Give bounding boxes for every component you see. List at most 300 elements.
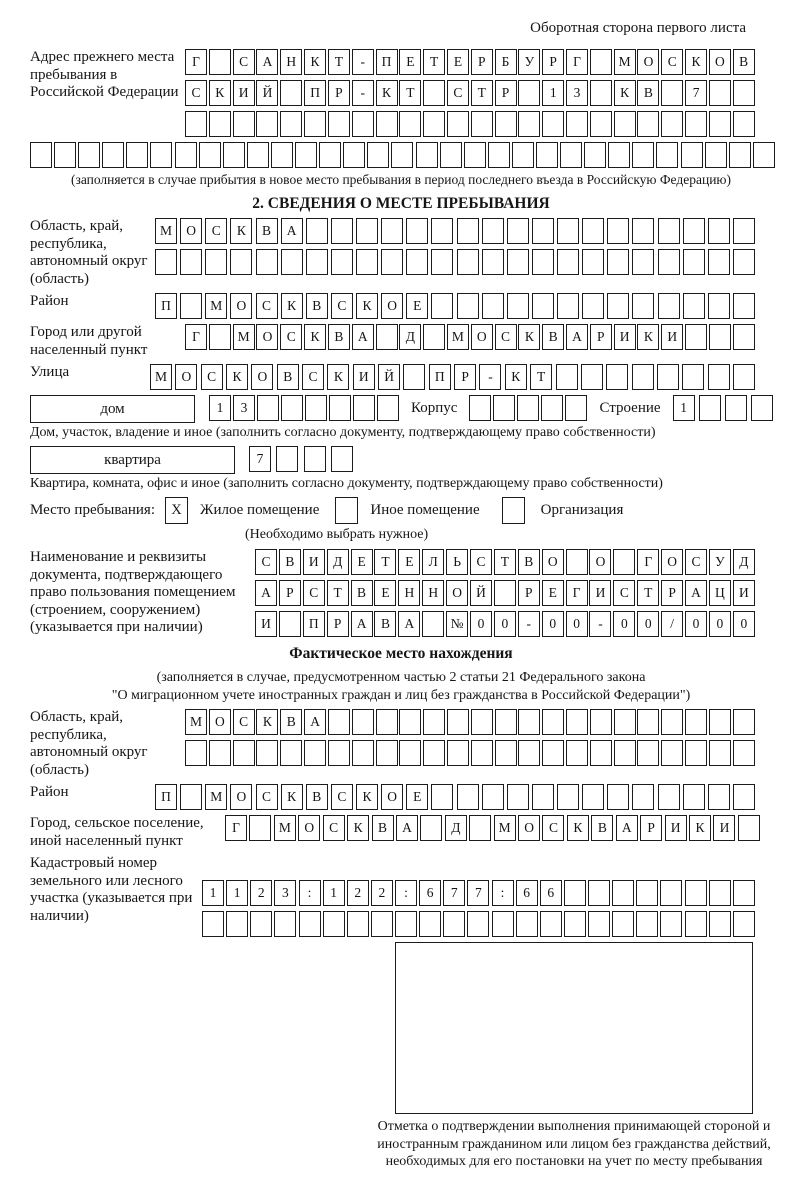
grid-cell[interactable]	[471, 111, 493, 137]
grid-cell[interactable]: А	[396, 815, 418, 841]
grid-cell[interactable]: В	[374, 611, 396, 637]
grid-cell[interactable]: К	[356, 784, 378, 810]
grid-cell[interactable]	[431, 784, 453, 810]
grid-cell[interactable]	[614, 709, 636, 735]
grid-cell[interactable]	[209, 324, 231, 350]
grid-cell[interactable]: 3	[274, 880, 296, 906]
grid-cell[interactable]	[457, 293, 479, 319]
grid-cell[interactable]	[708, 218, 730, 244]
grid-cell[interactable]	[469, 815, 491, 841]
grid-cell[interactable]	[661, 740, 683, 766]
grid-cell[interactable]	[660, 880, 682, 906]
grid-cell[interactable]	[274, 911, 296, 937]
grid-cell[interactable]: Р	[590, 324, 612, 350]
grid-cell[interactable]	[423, 80, 445, 106]
grid-cell[interactable]: 1	[209, 395, 231, 421]
grid-cell[interactable]	[612, 880, 634, 906]
grid-cell[interactable]: К	[304, 324, 326, 350]
grid-cell[interactable]: И	[665, 815, 687, 841]
grid-cell[interactable]: А	[398, 611, 420, 637]
grid-cell[interactable]	[399, 740, 421, 766]
grid-cell[interactable]	[78, 142, 100, 168]
grid-cell[interactable]: :	[492, 880, 514, 906]
grid-cell[interactable]: Т	[471, 80, 493, 106]
grid-cell[interactable]	[306, 218, 328, 244]
grid-cell[interactable]	[565, 395, 587, 421]
grid-cell[interactable]	[482, 293, 504, 319]
grid-cell[interactable]	[280, 80, 302, 106]
grid-cell[interactable]	[304, 740, 326, 766]
grid-cell[interactable]: С	[495, 324, 517, 350]
grid-cell[interactable]	[658, 218, 680, 244]
grid-cell[interactable]	[614, 111, 636, 137]
grid-cell[interactable]	[367, 142, 389, 168]
grid-cell[interactable]: С	[201, 364, 223, 390]
grid-cell[interactable]	[685, 880, 707, 906]
grid-cell[interactable]	[733, 364, 755, 390]
grid-cell[interactable]: О	[298, 815, 320, 841]
grid-cell[interactable]: М	[205, 784, 227, 810]
grid-cell[interactable]: А	[616, 815, 638, 841]
grid-cell[interactable]	[226, 911, 248, 937]
grid-cell[interactable]	[564, 880, 586, 906]
grid-cell[interactable]: М	[274, 815, 296, 841]
grid-cell[interactable]: 0	[566, 611, 588, 637]
grid-cell[interactable]	[447, 111, 469, 137]
grid-cell[interactable]: Р	[471, 49, 493, 75]
grid-cell[interactable]	[331, 218, 353, 244]
grid-cell[interactable]: К	[347, 815, 369, 841]
grid-cell[interactable]: Р	[328, 80, 350, 106]
grid-cell[interactable]: 2	[250, 880, 272, 906]
grid-cell[interactable]	[280, 111, 302, 137]
grid-cell[interactable]	[518, 709, 540, 735]
grid-cell[interactable]: М	[150, 364, 172, 390]
grid-cell[interactable]	[753, 142, 775, 168]
grid-cell[interactable]: Г	[185, 49, 207, 75]
grid-cell[interactable]: К	[518, 324, 540, 350]
grid-cell[interactable]: У	[709, 549, 731, 575]
grid-cell[interactable]	[683, 218, 705, 244]
grid-cell[interactable]	[542, 709, 564, 735]
grid-cell[interactable]	[507, 218, 529, 244]
grid-cell[interactable]	[606, 364, 628, 390]
grid-cell[interactable]: П	[155, 293, 177, 319]
grid-cell[interactable]	[725, 395, 747, 421]
grid-cell[interactable]: К	[637, 324, 659, 350]
grid-cell[interactable]	[556, 364, 578, 390]
grid-cell[interactable]	[180, 784, 202, 810]
grid-cell[interactable]	[733, 249, 755, 275]
grid-cell[interactable]: Е	[398, 549, 420, 575]
grid-cell[interactable]: Н	[398, 580, 420, 606]
grid-cell[interactable]: С	[256, 784, 278, 810]
grid-cell[interactable]	[738, 815, 760, 841]
checkbox-residential[interactable]: X	[165, 497, 188, 524]
grid-cell[interactable]	[406, 249, 428, 275]
grid-cell[interactable]: Д	[445, 815, 467, 841]
grid-cell[interactable]	[328, 740, 350, 766]
grid-cell[interactable]: П	[155, 784, 177, 810]
grid-cell[interactable]	[733, 740, 755, 766]
grid-cell[interactable]: Н	[280, 49, 302, 75]
grid-cell[interactable]	[199, 142, 221, 168]
grid-cell[interactable]	[632, 249, 654, 275]
grid-cell[interactable]	[457, 784, 479, 810]
grid-cell[interactable]	[352, 740, 374, 766]
grid-cell[interactable]	[233, 740, 255, 766]
grid-cell[interactable]	[681, 142, 703, 168]
grid-cell[interactable]: :	[299, 880, 321, 906]
grid-cell[interactable]	[185, 111, 207, 137]
grid-cell[interactable]	[516, 911, 538, 937]
grid-cell[interactable]	[399, 709, 421, 735]
grid-cell[interactable]: 2	[371, 880, 393, 906]
grid-cell[interactable]	[507, 293, 529, 319]
grid-cell[interactable]	[209, 111, 231, 137]
grid-cell[interactable]: И	[713, 815, 735, 841]
grid-cell[interactable]: В	[328, 324, 350, 350]
grid-cell[interactable]: Н	[422, 580, 444, 606]
grid-cell[interactable]	[709, 111, 731, 137]
grid-cell[interactable]: И	[255, 611, 277, 637]
grid-cell[interactable]	[612, 911, 634, 937]
grid-cell[interactable]	[733, 80, 755, 106]
grid-cell[interactable]: К	[226, 364, 248, 390]
grid-cell[interactable]	[632, 784, 654, 810]
grid-cell[interactable]	[581, 364, 603, 390]
grid-cell[interactable]: О	[180, 218, 202, 244]
grid-cell[interactable]	[685, 740, 707, 766]
grid-cell[interactable]: Й	[378, 364, 400, 390]
grid-cell[interactable]: О	[230, 293, 252, 319]
grid-cell[interactable]: М	[614, 49, 636, 75]
grid-cell[interactable]: О	[381, 784, 403, 810]
grid-cell[interactable]	[607, 784, 629, 810]
grid-cell[interactable]: Е	[447, 49, 469, 75]
grid-cell[interactable]: 0	[542, 611, 564, 637]
grid-cell[interactable]: С	[233, 709, 255, 735]
grid-cell[interactable]	[566, 549, 588, 575]
grid-cell[interactable]: Р	[542, 49, 564, 75]
grid-cell[interactable]	[708, 293, 730, 319]
grid-cell[interactable]	[185, 740, 207, 766]
grid-cell[interactable]	[685, 911, 707, 937]
grid-cell[interactable]: В	[280, 709, 302, 735]
grid-cell[interactable]: С	[303, 580, 325, 606]
grid-cell[interactable]	[607, 218, 629, 244]
grid-cell[interactable]: Т	[374, 549, 396, 575]
grid-cell[interactable]: П	[303, 611, 325, 637]
grid-cell[interactable]	[607, 293, 629, 319]
grid-cell[interactable]: О	[209, 709, 231, 735]
grid-cell[interactable]: К	[376, 80, 398, 106]
grid-cell[interactable]: -	[589, 611, 611, 637]
grid-cell[interactable]: Д	[327, 549, 349, 575]
grid-cell[interactable]	[223, 142, 245, 168]
grid-cell[interactable]	[440, 142, 462, 168]
grid-cell[interactable]: В	[542, 324, 564, 350]
grid-cell[interactable]: 0	[613, 611, 635, 637]
grid-cell[interactable]: Г	[566, 580, 588, 606]
grid-cell[interactable]: Е	[351, 549, 373, 575]
grid-cell[interactable]	[126, 142, 148, 168]
grid-cell[interactable]	[403, 364, 425, 390]
grid-cell[interactable]: В	[637, 80, 659, 106]
grid-cell[interactable]	[257, 395, 279, 421]
grid-cell[interactable]	[447, 740, 469, 766]
grid-cell[interactable]	[299, 911, 321, 937]
grid-cell[interactable]: В	[518, 549, 540, 575]
grid-cell[interactable]	[467, 911, 489, 937]
grid-cell[interactable]: О	[518, 815, 540, 841]
grid-cell[interactable]: 7	[443, 880, 465, 906]
grid-cell[interactable]	[250, 911, 272, 937]
grid-cell[interactable]	[532, 218, 554, 244]
grid-cell[interactable]	[328, 111, 350, 137]
grid-cell[interactable]	[607, 249, 629, 275]
grid-cell[interactable]: М	[494, 815, 516, 841]
grid-cell[interactable]	[347, 911, 369, 937]
grid-cell[interactable]	[632, 142, 654, 168]
grid-cell[interactable]	[518, 80, 540, 106]
grid-cell[interactable]	[376, 111, 398, 137]
grid-cell[interactable]: С	[613, 580, 635, 606]
grid-cell[interactable]	[733, 911, 755, 937]
grid-cell[interactable]: П	[304, 80, 326, 106]
grid-cell[interactable]: 3	[566, 80, 588, 106]
grid-cell[interactable]	[423, 324, 445, 350]
grid-cell[interactable]	[613, 549, 635, 575]
grid-cell[interactable]	[443, 911, 465, 937]
grid-cell[interactable]: Р	[454, 364, 476, 390]
grid-cell[interactable]	[733, 293, 755, 319]
grid-cell[interactable]	[431, 218, 453, 244]
grid-cell[interactable]	[423, 709, 445, 735]
grid-cell[interactable]	[729, 142, 751, 168]
grid-cell[interactable]	[661, 80, 683, 106]
grid-cell[interactable]	[376, 740, 398, 766]
grid-cell[interactable]	[658, 293, 680, 319]
grid-cell[interactable]: С	[685, 549, 707, 575]
grid-cell[interactable]: К	[281, 293, 303, 319]
grid-cell[interactable]: М	[233, 324, 255, 350]
grid-cell[interactable]	[512, 142, 534, 168]
grid-cell[interactable]	[281, 249, 303, 275]
grid-cell[interactable]: О	[542, 549, 564, 575]
grid-cell[interactable]: /	[661, 611, 683, 637]
grid-cell[interactable]	[542, 111, 564, 137]
grid-cell[interactable]	[431, 293, 453, 319]
grid-cell[interactable]	[517, 395, 539, 421]
grid-cell[interactable]	[306, 249, 328, 275]
grid-cell[interactable]	[608, 142, 630, 168]
grid-cell[interactable]	[590, 49, 612, 75]
grid-cell[interactable]	[493, 395, 515, 421]
grid-cell[interactable]	[582, 784, 604, 810]
grid-cell[interactable]	[590, 740, 612, 766]
grid-cell[interactable]	[658, 249, 680, 275]
grid-cell[interactable]	[469, 395, 491, 421]
grid-cell[interactable]	[632, 218, 654, 244]
grid-cell[interactable]: Д	[733, 549, 755, 575]
grid-cell[interactable]	[632, 364, 654, 390]
grid-cell[interactable]: 0	[470, 611, 492, 637]
grid-cell[interactable]: 1	[202, 880, 224, 906]
grid-cell[interactable]	[247, 142, 269, 168]
grid-cell[interactable]: 0	[637, 611, 659, 637]
grid-cell[interactable]: Т	[328, 49, 350, 75]
grid-cell[interactable]	[536, 142, 558, 168]
grid-cell[interactable]	[682, 364, 704, 390]
grid-cell[interactable]: Л	[422, 549, 444, 575]
grid-cell[interactable]	[657, 364, 679, 390]
grid-cell[interactable]: 0	[709, 611, 731, 637]
grid-cell[interactable]: 6	[419, 880, 441, 906]
grid-cell[interactable]: С	[233, 49, 255, 75]
grid-cell[interactable]	[705, 142, 727, 168]
grid-cell[interactable]	[356, 218, 378, 244]
grid-cell[interactable]	[660, 911, 682, 937]
grid-cell[interactable]: Ь	[446, 549, 468, 575]
grid-cell[interactable]	[507, 784, 529, 810]
grid-cell[interactable]	[256, 249, 278, 275]
grid-cell[interactable]: А	[304, 709, 326, 735]
grid-cell[interactable]: И	[661, 324, 683, 350]
grid-cell[interactable]	[323, 911, 345, 937]
grid-cell[interactable]: -	[352, 80, 374, 106]
grid-cell[interactable]	[305, 395, 327, 421]
grid-cell[interactable]: Й	[470, 580, 492, 606]
grid-cell[interactable]: П	[429, 364, 451, 390]
grid-cell[interactable]: О	[709, 49, 731, 75]
grid-cell[interactable]	[488, 142, 510, 168]
grid-cell[interactable]	[464, 142, 486, 168]
grid-cell[interactable]: Р	[640, 815, 662, 841]
grid-cell[interactable]	[632, 293, 654, 319]
grid-cell[interactable]: С	[470, 549, 492, 575]
grid-cell[interactable]: И	[733, 580, 755, 606]
grid-cell[interactable]: И	[233, 80, 255, 106]
grid-cell[interactable]	[352, 709, 374, 735]
grid-cell[interactable]	[495, 740, 517, 766]
grid-cell[interactable]: С	[542, 815, 564, 841]
grid-cell[interactable]	[708, 364, 730, 390]
grid-cell[interactable]: Е	[406, 784, 428, 810]
grid-cell[interactable]	[590, 111, 612, 137]
grid-cell[interactable]	[709, 324, 731, 350]
grid-cell[interactable]	[709, 911, 731, 937]
grid-cell[interactable]: О	[471, 324, 493, 350]
grid-cell[interactable]	[557, 218, 579, 244]
grid-cell[interactable]: С	[255, 549, 277, 575]
grid-cell[interactable]	[658, 784, 680, 810]
grid-cell[interactable]	[557, 293, 579, 319]
grid-cell[interactable]	[637, 111, 659, 137]
grid-cell[interactable]	[471, 740, 493, 766]
grid-cell[interactable]	[391, 142, 413, 168]
grid-cell[interactable]: -	[479, 364, 501, 390]
grid-cell[interactable]	[422, 611, 444, 637]
grid-cell[interactable]	[423, 740, 445, 766]
grid-cell[interactable]	[431, 249, 453, 275]
grid-cell[interactable]: 0	[494, 611, 516, 637]
grid-cell[interactable]: П	[376, 49, 398, 75]
grid-cell[interactable]	[518, 111, 540, 137]
grid-cell[interactable]: С	[256, 293, 278, 319]
grid-cell[interactable]: К	[614, 80, 636, 106]
grid-cell[interactable]	[699, 395, 721, 421]
grid-cell[interactable]: Р	[495, 80, 517, 106]
grid-cell[interactable]: Р	[327, 611, 349, 637]
grid-cell[interactable]	[457, 218, 479, 244]
grid-cell[interactable]: Й	[256, 80, 278, 106]
grid-cell[interactable]	[381, 218, 403, 244]
grid-cell[interactable]: С	[205, 218, 227, 244]
grid-cell[interactable]: Т	[637, 580, 659, 606]
grid-cell[interactable]: 7	[249, 446, 271, 472]
grid-cell[interactable]	[276, 446, 298, 472]
grid-cell[interactable]	[279, 611, 301, 637]
grid-cell[interactable]	[416, 142, 438, 168]
grid-cell[interactable]: С	[302, 364, 324, 390]
grid-cell[interactable]: У	[518, 49, 540, 75]
grid-cell[interactable]	[733, 324, 755, 350]
grid-cell[interactable]: И	[614, 324, 636, 350]
grid-cell[interactable]: К	[685, 49, 707, 75]
grid-cell[interactable]: Г	[225, 815, 247, 841]
grid-cell[interactable]: О	[175, 364, 197, 390]
grid-cell[interactable]	[733, 784, 755, 810]
grid-cell[interactable]: О	[230, 784, 252, 810]
grid-cell[interactable]: 6	[516, 880, 538, 906]
grid-cell[interactable]: К	[689, 815, 711, 841]
grid-cell[interactable]: С	[280, 324, 302, 350]
grid-cell[interactable]	[376, 709, 398, 735]
grid-cell[interactable]	[733, 880, 755, 906]
grid-cell[interactable]	[280, 740, 302, 766]
grid-cell[interactable]	[395, 911, 417, 937]
grid-cell[interactable]	[230, 249, 252, 275]
grid-cell[interactable]: И	[353, 364, 375, 390]
grid-cell[interactable]	[637, 709, 659, 735]
grid-cell[interactable]	[202, 911, 224, 937]
grid-cell[interactable]	[205, 249, 227, 275]
grid-cell[interactable]	[331, 249, 353, 275]
grid-cell[interactable]	[150, 142, 172, 168]
grid-cell[interactable]: 6	[540, 880, 562, 906]
grid-cell[interactable]: С	[323, 815, 345, 841]
grid-cell[interactable]	[661, 709, 683, 735]
grid-cell[interactable]: К	[505, 364, 527, 390]
grid-cell[interactable]: :	[395, 880, 417, 906]
grid-cell[interactable]	[507, 249, 529, 275]
grid-cell[interactable]	[102, 142, 124, 168]
grid-cell[interactable]	[709, 80, 731, 106]
grid-cell[interactable]: В	[279, 549, 301, 575]
grid-cell[interactable]	[588, 911, 610, 937]
grid-cell[interactable]	[590, 80, 612, 106]
grid-cell[interactable]: А	[255, 580, 277, 606]
grid-cell[interactable]	[661, 111, 683, 137]
grid-cell[interactable]: С	[331, 293, 353, 319]
grid-cell[interactable]: 2	[347, 880, 369, 906]
grid-cell[interactable]	[256, 111, 278, 137]
grid-cell[interactable]: К	[327, 364, 349, 390]
grid-cell[interactable]: В	[591, 815, 613, 841]
grid-cell[interactable]: Т	[494, 549, 516, 575]
grid-cell[interactable]: Г	[637, 549, 659, 575]
